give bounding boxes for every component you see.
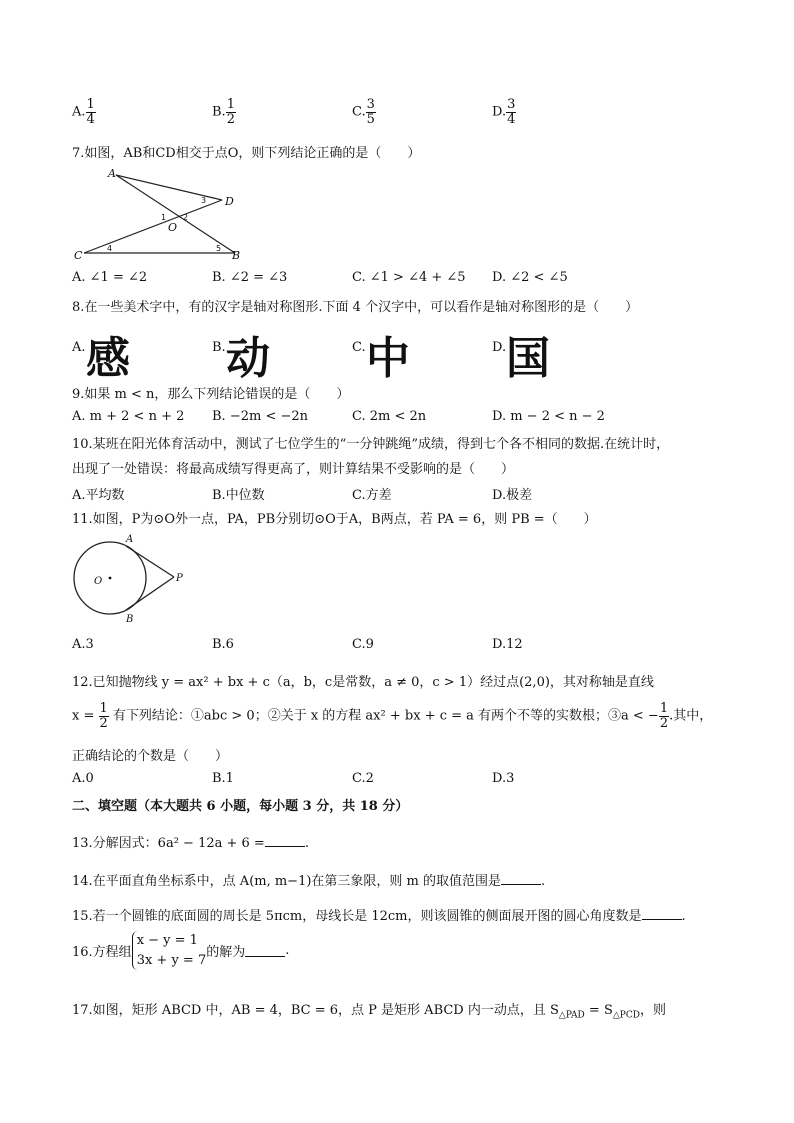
q10-option-d: D.极差 [492,488,533,503]
q12-option-d: D.3 [492,771,515,786]
q8-option-c-letter: C. [352,340,366,355]
q10-stem-line1: 10.某班在阳光体育活动中，测试了七位学生的“一分钟跳绳”成绩，得到七个各不相同的数据.在统计时， [72,437,670,452]
label-a: A [108,167,116,180]
q12-stem-line1: 12.已知抛物线 y = ax² + bx + c（a，b，c是常数，a ≠ 0，c > 1）经过点(2,0)，其对称轴是直线 [72,675,654,690]
q13: 13.分解因式：6a² − 12a + 6 = . [72,836,309,851]
q6-option-a: A. $\frac{1}{4}$ [72,97,95,127]
angle-label-2: 2 [183,213,189,222]
q9-option-b: B. −2m < −2n [212,409,309,424]
q10-stem-line2: 出现了一处错误：将最高成绩写得更高了，则计算结果不受影响的是（ ） [72,462,515,477]
q6-option-b: B. $\frac{1}{2}$ [212,97,235,127]
angle-label-4: 4 [107,244,113,253]
q8-option-a-char: 感 [86,333,130,384]
segment-cd [84,200,222,253]
q16: 16.方程组 x − y = 1 3x + y = 7 的解为 . [72,931,289,970]
q8-option-a-letter: A. [72,340,86,355]
q7-option-c: C. ∠1 > ∠4 + ∠5 [352,270,466,285]
q7-option-b: B. ∠2 = ∠3 [212,270,288,285]
q12-option-a: A.0 [72,771,94,786]
tangent-pb [126,577,174,610]
q11-option-c: C.9 [352,637,374,652]
tangent-pa [126,546,174,577]
q9-option-d: D. m − 2 < n − 2 [492,409,605,424]
q9-option-c: C. 2m < 2n [352,409,427,424]
q10-option-b: B.中位数 [212,488,265,503]
q8-stem: 8.在一些美术字中，有的汉字是轴对称图形.下面 4 个汉字中，可以看作是轴对称图形的是（ ） [72,300,639,315]
q11-stem: 11.如图，P为⊙O外一点，PA，PB分别切⊙O于A，B两点，若 PA = 6，则 PB =（ ） [72,512,597,527]
q7-option-a: A. ∠1 = ∠2 [72,270,148,285]
label-d: D [225,195,234,208]
q10-option-a: A.平均数 [72,488,125,503]
q11-option-b: B.6 [212,637,234,652]
q9-stem: 9.如果 m < n，那么下列结论错误的是（ ） [72,387,350,402]
q11-figure [70,530,190,625]
q14: 14.在平面直角坐标系中，点 A(m, m−1)在第三象限，则 m 的取值范围是 . [72,874,546,889]
label-b: B [126,614,134,625]
q8-option-b-char: 动 [226,333,270,384]
answer-blank [642,907,682,920]
answer-blank [265,834,305,847]
q12-stem-line2: x = $\frac{1}{2}$ 有下列结论：①abc > 0；②关于 x 的方程 ax² + bx + c = a 有两个不等的实数根；③a < − $\frac{1}{2}$ .其中， [72,701,713,731]
q8-option-c-char: 中 [366,333,410,384]
equation-system: x − y = 1 3x + y = 7 [132,931,207,970]
q17: 17.如图，矩形 ABCD 中，AB = 4，BC = 6，点 P 是矩形 ABCD 内一动点，且 $S_{\triangle PAD} = S_{\triangle PCD}$，则 [72,1003,666,1021]
answer-blank [501,872,541,885]
q6-option-d: D. $\frac{3}{4}$ [492,97,516,127]
q12-option-c: C.2 [352,771,374,786]
segment-ab [116,175,235,253]
q11-option-a: A.3 [72,637,94,652]
section-heading: 二、填空题（本大题共 6 小题，每小题 3 分，共 18 分） [72,799,409,814]
q6-option-c: C. $\frac{3}{5}$ [352,97,375,127]
center-point [109,577,112,580]
angle-label-5: 5 [216,244,222,253]
q12-option-b: B.1 [212,771,234,786]
label-o: O [94,576,103,587]
q8-option-d-letter: D. [492,340,507,355]
q7-stem: 7.如图，AB和CD相交于点O，则下列结论正确的是（ ） [72,146,421,161]
q7-option-d: D. ∠2 < ∠5 [492,270,568,285]
q8-option-d-char: 国 [506,333,550,384]
label-c: C [74,249,83,260]
q7-figure [72,165,247,260]
q11-option-d: D.12 [492,637,523,652]
segment-ad [116,175,222,200]
angle-label-3: 3 [201,196,207,205]
answer-blank [245,944,285,957]
q15: 15.若一个圆锥的底面圆的周长是 5πcm，母线长是 12cm，则该圆锥的侧面展开图的圆心角度数是 . [72,909,686,924]
label-p: P [176,573,183,584]
q10-option-c: C.方差 [352,488,392,503]
angle-label-1: 1 [161,213,167,222]
label-o: O [168,221,178,234]
label-b: B [232,249,241,260]
label-a: A [126,534,134,545]
q9-option-a: A. m + 2 < n + 2 [72,409,185,424]
q8-option-b-letter: B. [212,340,226,355]
q12-stem-line3: 正确结论的个数是（ ） [72,749,229,764]
